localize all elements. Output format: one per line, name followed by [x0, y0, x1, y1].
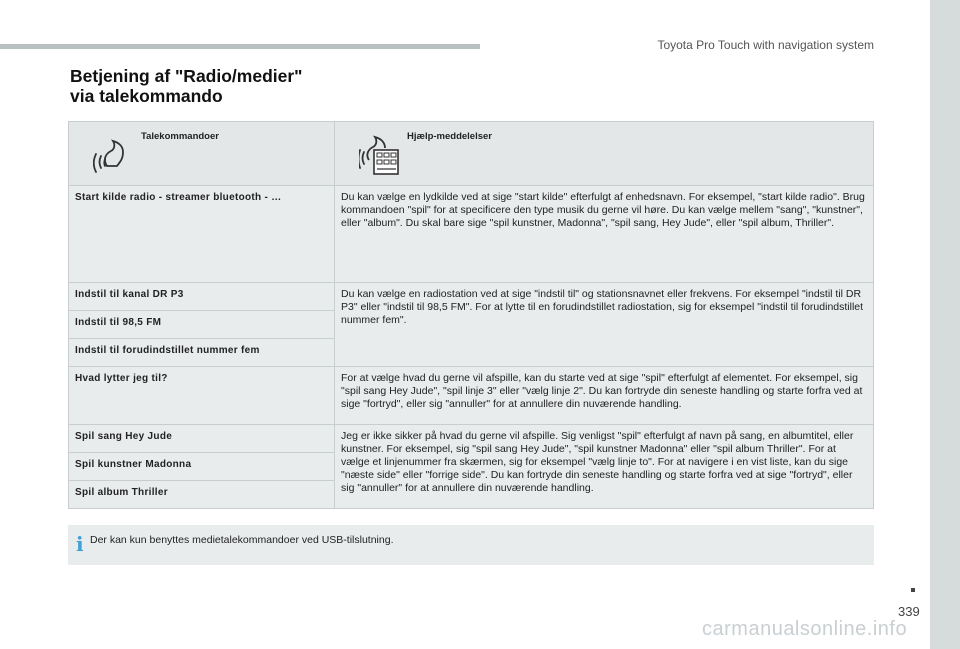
info-text: Der kan kun benyttes medietalekommandoer ved USB-tilslutning.: [90, 534, 394, 546]
page-marker: [911, 588, 915, 592]
table-row: [69, 425, 874, 453]
command-cell: Spil album Thriller: [69, 481, 335, 509]
command-cell: Hvad lytter jeg til?: [69, 367, 335, 425]
table-row: [69, 186, 874, 283]
page-number: 339: [898, 604, 920, 619]
voice-help-screen-icon: [359, 130, 399, 176]
side-strip: [930, 0, 960, 649]
page-title: [70, 66, 302, 106]
command-cell: Indstil til 98,5 FM: [69, 311, 335, 339]
info-note: [68, 525, 874, 565]
command-cell: Start kilde radio - streamer bluetooth - …: [69, 186, 335, 283]
header-help-label: Hjælp-meddelelser: [407, 131, 492, 142]
header-help: [335, 122, 874, 186]
header-commands: [69, 122, 335, 186]
page-title-line1: Betjening af "Radio/medier": [70, 66, 303, 86]
command-cell: Indstil til kanal DR P3: [69, 283, 335, 311]
help-cell: For at vælge hvad du gerne vil afspille, kan du starte ved at sige "spil" efterfulgt af elementet. For eksempel, sig "spil sang Hey Jude", "spil linje 3" eller "vælg linje 2". Du kan fortryde din seneste handling og starte forfra ved at sige "fortryd", eller sig "annuller" for at annullere din nuværende handling.: [335, 367, 874, 425]
voice-command-table: [68, 121, 874, 509]
watermark: carmanualsonline.info: [702, 618, 908, 640]
command-cell: Spil sang Hey Jude: [69, 425, 335, 453]
header-rule: [0, 44, 480, 49]
header-commands-label: Talekommandoer: [141, 131, 219, 142]
help-cell: Du kan vælge en lydkilde ved at sige "start kilde" efterfulgt af enhedsnavn. For eksempel, "start kilde radio". Brug kommandoen "spil" for at specificere den type musik du gerne vil høre. Du kan vælge mellem "sang", "kunstner", eller "album". Du skal bare sige "spil kunstner, Madonna", "spil sang, Hey Jude", eller "spil album, Thriller".: [335, 186, 874, 283]
voice-command-icon: [93, 130, 131, 176]
page-title-line2: via talekommando: [70, 86, 223, 106]
command-cell: Spil kunstner Madonna: [69, 453, 335, 481]
info-icon: i: [76, 532, 84, 556]
table-row: [69, 367, 874, 425]
table-row: [69, 283, 874, 311]
command-cell: Indstil til forudindstillet nummer fem: [69, 339, 335, 367]
help-cell: Jeg er ikke sikker på hvad du gerne vil afspille. Sig venligst "spil" efterfulgt af navn på sang, en albumtitel, eller kunstner. For eksempel, sig "spil sang Hey Jude", "spil kunstner Madonna" eller "spil album Thriller". For at vælge et linjenummer fra skærmen, sig for eksempel "vælg linje to". For at navigere i en vist liste, kan du sige "næste side" eller "forrige side". Du kan fortryde din seneste handling og starte forfra ved at sige "fortryd", eller sig "annuller" for at annullere din nuværende handling.: [335, 425, 874, 509]
header-title: Toyota Pro Touch with navigation system: [657, 38, 874, 52]
table-header-row: [69, 122, 874, 186]
help-cell: Du kan vælge en radiostation ved at sige "indstil til" og stationsnavnet eller frekvens. For eksempel "indstil til DR P3" eller "indstil til 98,5 FM". For at lytte til en forudindstillet radiostation, sig for eksempel "indstil til forudindstillet nummer fem".: [335, 283, 874, 367]
